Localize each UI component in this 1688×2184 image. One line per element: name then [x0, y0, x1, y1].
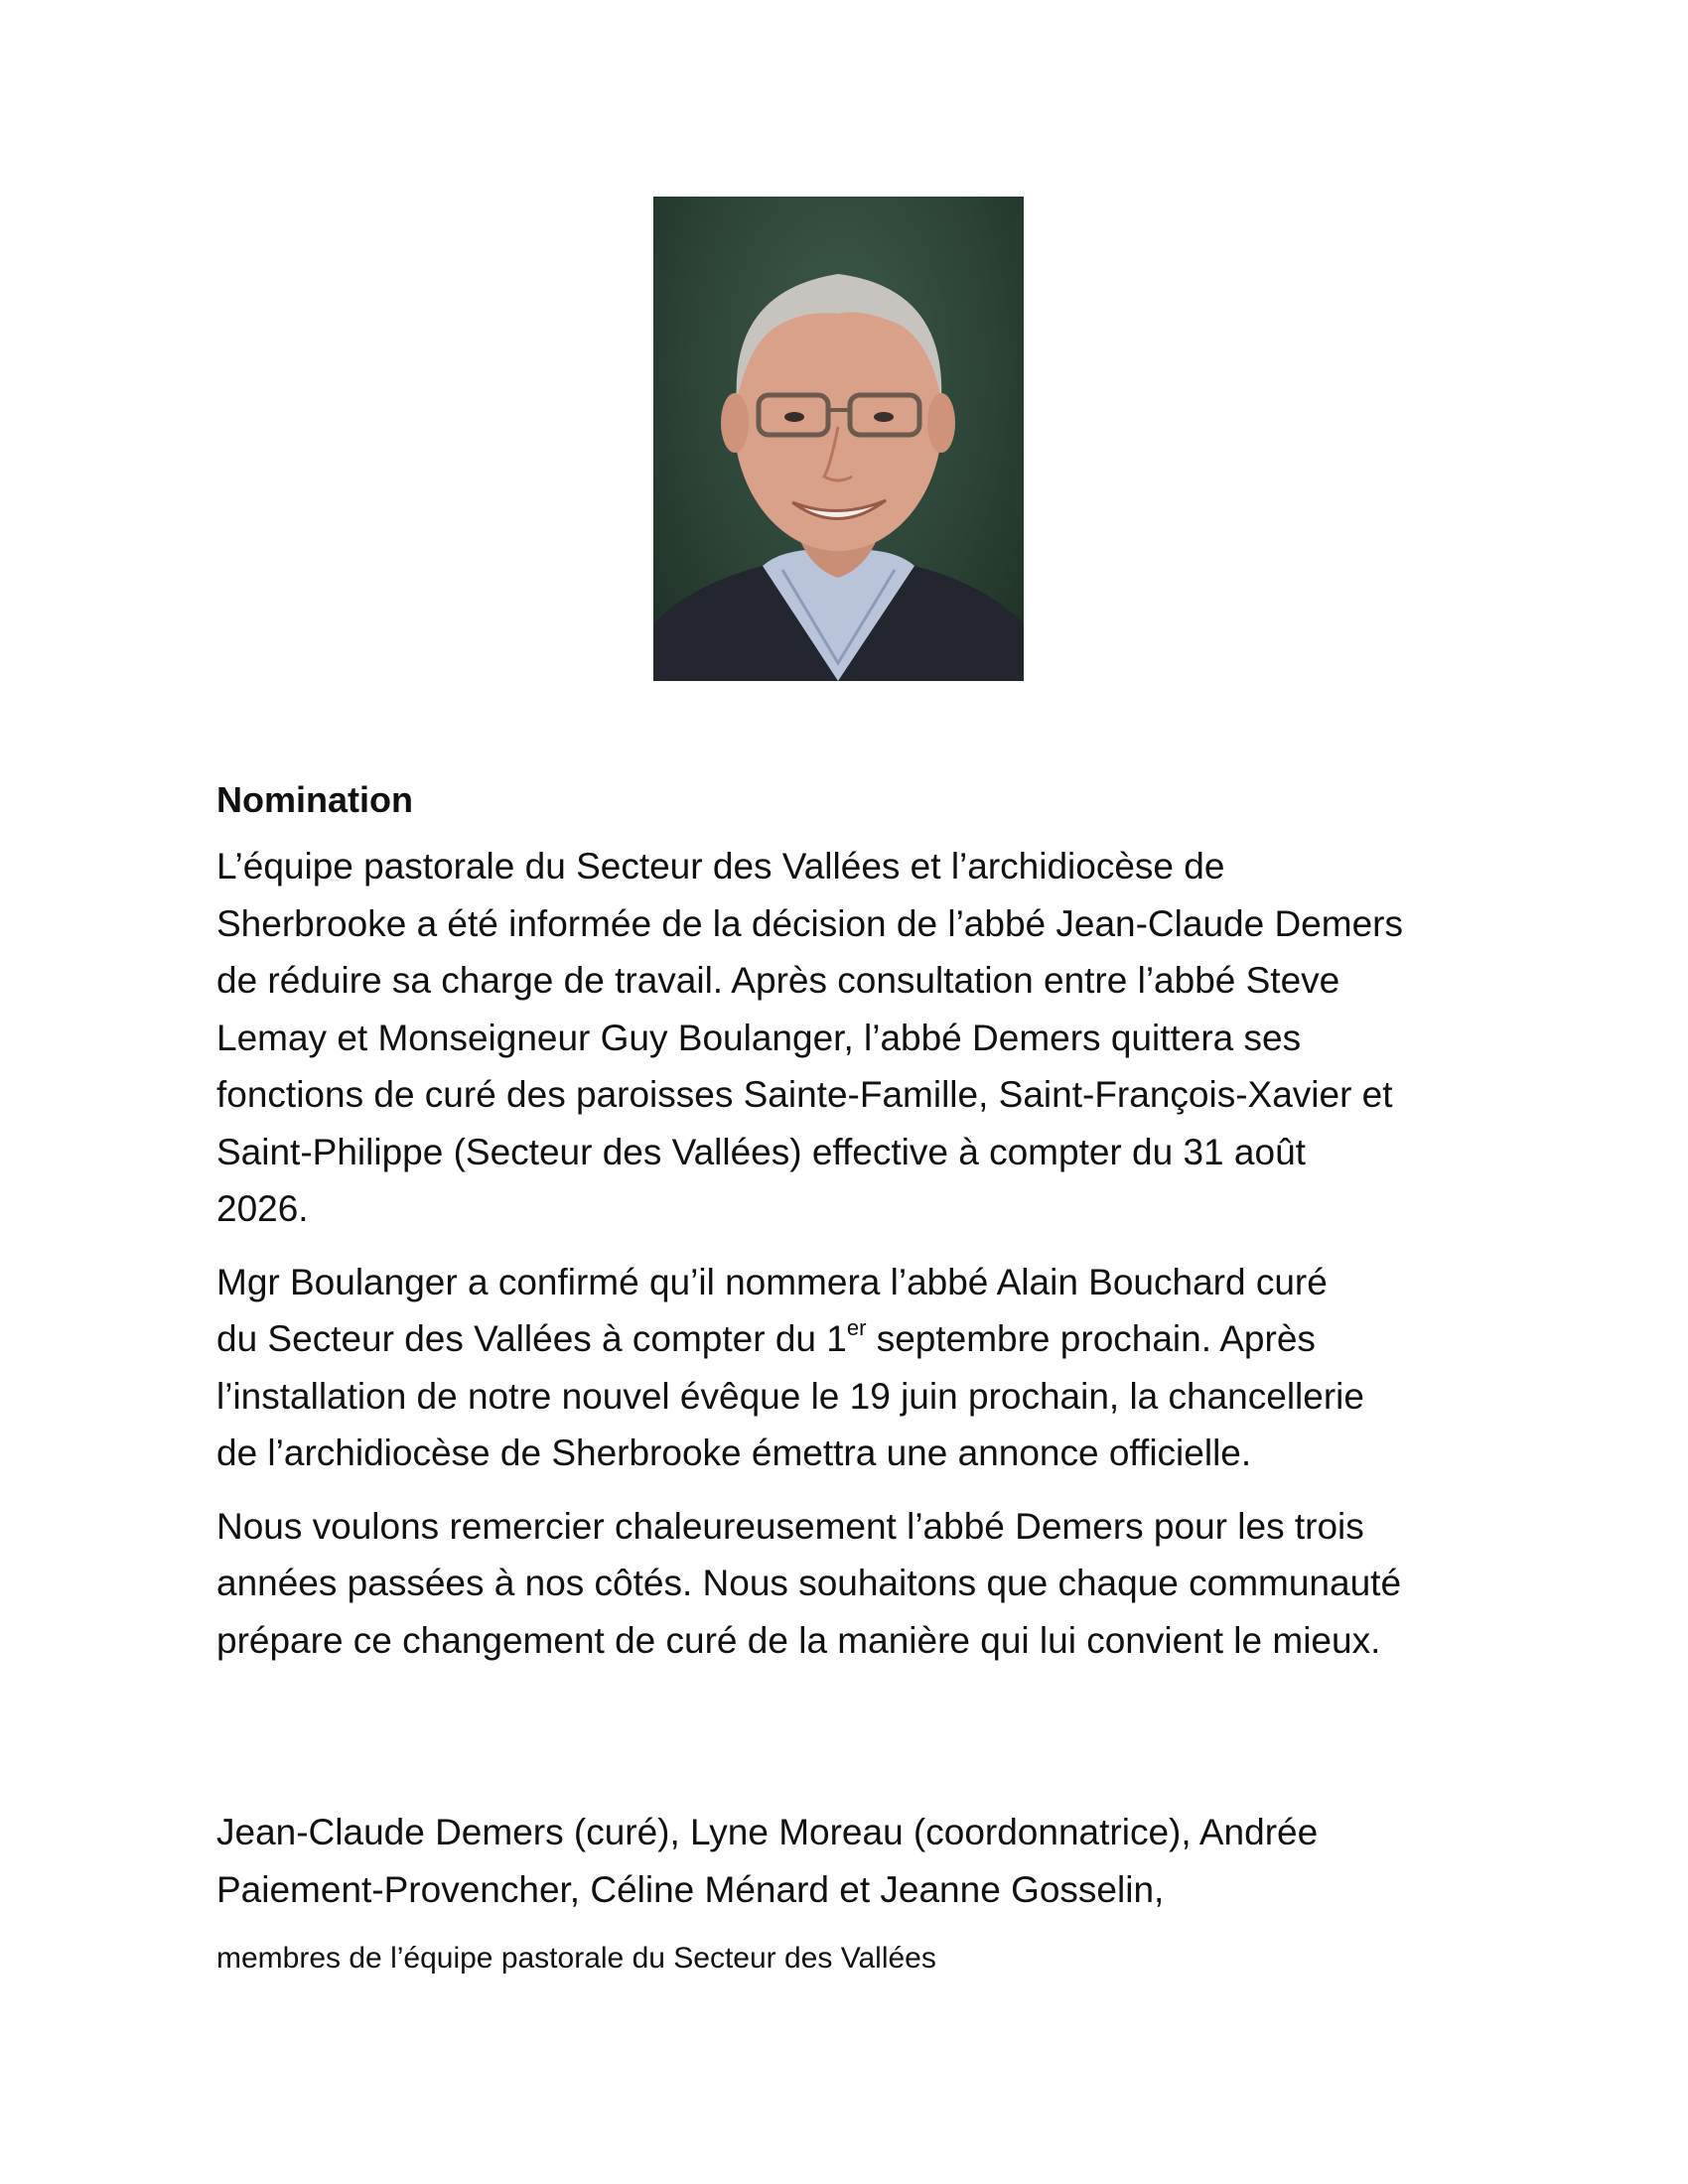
team-caption: membres de l’équipe pastorale du Secteur des Vallées: [216, 1942, 936, 1975]
text-line: 2026.: [216, 1188, 309, 1229]
signer-line: Jean-Claude Demers (curé), Lyne Moreau (coordonnatrice), Andrée: [216, 1812, 1319, 1852]
text-line: l’installation de notre nouvel évêque le 19 juin prochain, la chancellerie: [216, 1375, 1364, 1417]
page-title: Nomination: [216, 779, 413, 820]
portrait-photo-icon: [653, 197, 1024, 681]
ordinal-superscript: er: [846, 1315, 867, 1340]
announcement-body: [216, 772, 1507, 1685]
paragraph-1: [216, 838, 1507, 1238]
signers: [216, 1804, 1507, 1918]
text-line: de l’archidiocèse de Sherbrooke émettra une annonce officielle.: [216, 1433, 1252, 1473]
paragraph-3: [216, 1498, 1507, 1670]
text-line: années passées à nos côtés. Nous souhaitons que chaque communauté: [216, 1563, 1402, 1603]
text-line: de réduire sa charge de travail. Après consultation entre l’abbé Steve: [216, 960, 1340, 1001]
text-line: Sherbrooke a été informée de la décision de l’abbé Jean-Claude Demers: [216, 902, 1403, 944]
text-line: Mgr Boulanger a confirmé qu’il nommera l’abbé Alain Bouchard curé: [216, 1261, 1328, 1302]
text-line: Saint-Philippe (Secteur des Vallées) effective à compter du 31 août: [216, 1131, 1306, 1172]
text-line: [216, 1310, 1507, 1368]
text-line: Nous voulons remercier chaleureusement l’abbé Demers pour les trois: [216, 1505, 1364, 1547]
text-fragment: du Secteur des Vallées à compter du 1: [216, 1318, 847, 1359]
paragraph-2: [216, 1254, 1507, 1482]
text-line: L’équipe pastorale du Secteur des Vallées et l’archidiocèse de: [216, 846, 1225, 887]
text-fragment: septembre prochain. Après: [866, 1318, 1316, 1359]
signer-line: Paiement-Provencher, Céline Ménard et Jeanne Gosselin,: [216, 1868, 1165, 1910]
text-line: fonctions de curé des paroisses Sainte-Famille, Saint-François-Xavier et: [216, 1074, 1393, 1115]
text-line: Lemay et Monseigneur Guy Boulanger, l’abbé Demers quittera ses: [216, 1017, 1302, 1058]
text-line: prépare ce changement de curé de la manière qui lui convient le mieux.: [216, 1619, 1381, 1661]
portrait-photo: [653, 197, 1024, 681]
